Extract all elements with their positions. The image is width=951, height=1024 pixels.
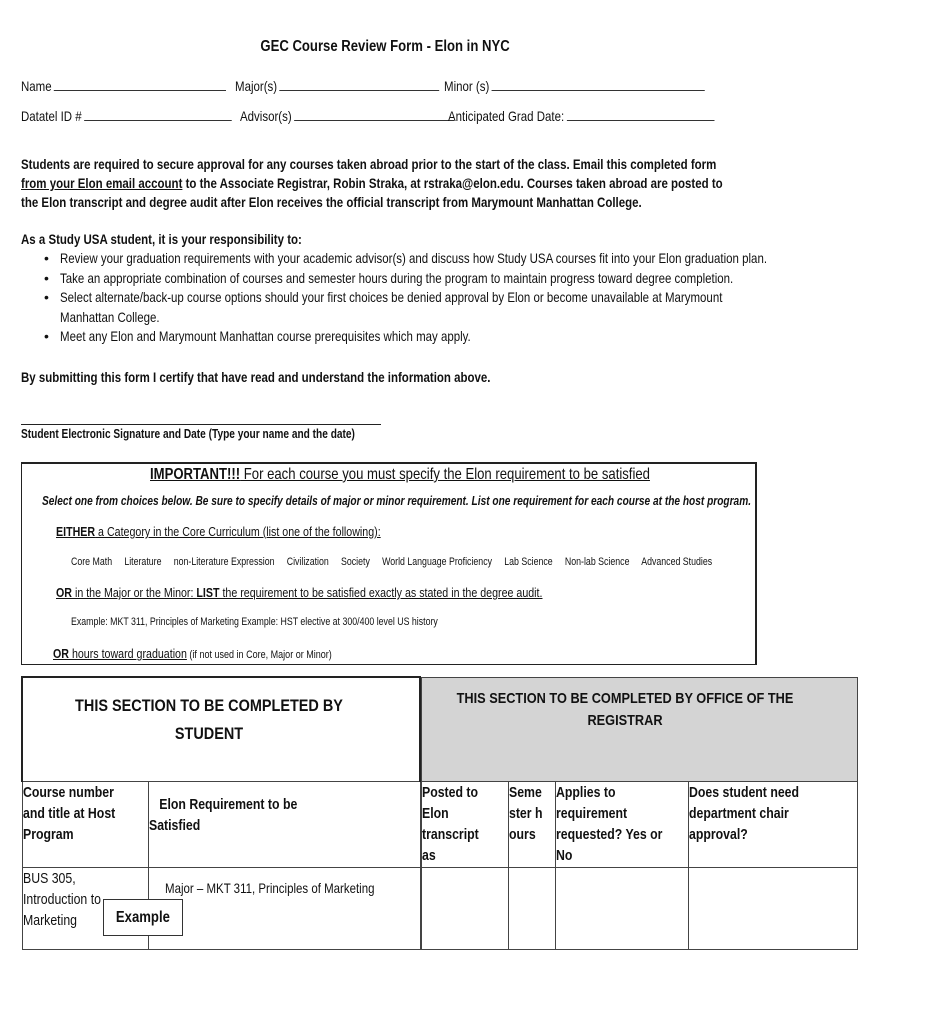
applies-cell[interactable] <box>556 867 689 949</box>
list-item: • Review your graduation requirements with your academic advisor(s) and discuss how Study USA courses fit into your Elon graduation plan. <box>44 249 922 269</box>
majors-field[interactable]: Major(s) <box>235 78 484 94</box>
or-major-minor-line: OR in the Major or the Minor: LIST the requirement to be satisfied exactly as stated in the degree audit. <box>56 585 543 600</box>
advisors-field[interactable]: Advisor(s) <box>240 108 501 124</box>
responsibility-heading: As a Study USA student, it is your responsibility to: <box>21 231 302 247</box>
email-link[interactable]: from your Elon email account <box>21 175 183 191</box>
minors-field[interactable]: Minor (s) <box>444 78 762 94</box>
category: Civilization <box>286 556 329 568</box>
category: Society <box>341 556 370 568</box>
core-categories <box>71 556 872 568</box>
certify-statement: By submitting this form I certify that have read and understand the information above. <box>21 369 491 385</box>
list-item-continuation: Manhattan College. <box>60 308 160 325</box>
either-line: EITHER a Category in the Core Curriculum (list one of the following): <box>56 524 381 539</box>
column-header-posted: Posted to Elon transcript as <box>422 781 509 867</box>
category: Non-lab Science <box>564 556 630 568</box>
column-header-course: Course number and title at Host Program <box>22 781 148 867</box>
responsibility-list <box>44 249 922 347</box>
signature-label: Student Electronic Signature and Date (Type your name and the date) <box>21 426 355 441</box>
column-header-requirement: Elon Requirement to be Satisfied <box>148 781 420 867</box>
list-item: • Take an appropriate combination of courses and semester hours during the program to maintain progress toward degree completion. <box>44 269 922 289</box>
datatel-id-field[interactable]: Datatel ID # <box>21 108 278 124</box>
chair-approval-cell[interactable] <box>689 867 858 949</box>
column-header-chair-approval: Does student need department chair approval? <box>689 781 858 867</box>
student-section-header: THIS SECTION TO BE COMPLETED BY STUDENT <box>22 677 420 781</box>
intro-paragraph: Students are required to secure approval for any courses taken abroad prior to the start of the class. Email this completed form from your Elon email account to the Associate Registrar, Robin Straka, at rstraka@elon.edu. Courses taken abroad are posted to the Elon transcript and degree audit after Elon receives the official transcript from Marymount Manhattan College. <box>21 156 723 210</box>
hours-cell[interactable] <box>509 867 556 949</box>
registrar-section-header: THIS SECTION TO BE COMPLETED BY OFFICE OF THE REGISTRAR <box>422 677 858 781</box>
example-requirement-cell[interactable]: Major – MKT 311, Principles of Marketing <box>148 867 420 949</box>
category: non-Literature Expression <box>173 556 275 568</box>
category: Literature <box>124 556 162 568</box>
signature-line[interactable] <box>21 424 381 425</box>
grad-date-field[interactable]: Anticipated Grad Date: <box>448 108 773 124</box>
column-header-applies: Applies to requirement requested? Yes or No <box>556 781 689 867</box>
important-instruction: Select one from choices below. Be sure to specify details of major or minor requirement. List one requirement for each course at the host program. <box>42 493 752 508</box>
category: Core Math <box>71 556 113 568</box>
example-badge: Example <box>103 899 183 936</box>
page-title: GEC Course Review Form - Elon in NYC <box>260 38 510 55</box>
column-header-hours: Semester hours <box>509 781 556 867</box>
list-item: • Meet any Elon and Marymount Manhattan course prerequisites which may apply. <box>44 327 922 347</box>
posted-cell[interactable] <box>422 867 509 949</box>
category: World Language Proficiency <box>382 556 493 568</box>
or-hours-line: OR hours toward graduation (if not used in Core, Major or Minor) <box>53 646 332 661</box>
examples-line: Example: MKT 311, Principles of Marketing Example: HST elective at 300/400 level US history <box>71 616 438 628</box>
list-item: • Select alternate/back-up course options should your first choices be denied approval by Elon or become unavailable at Marymount <box>44 288 922 308</box>
category: Lab Science <box>504 556 553 568</box>
category: Advanced Studies <box>641 556 713 568</box>
name-field[interactable]: Name <box>21 78 271 94</box>
important-heading: IMPORTANT!!! For each course you must specify the Elon requirement to be satisfied <box>150 466 650 483</box>
example-course-cell[interactable]: BUS 305, Introduction to Marketing <box>22 867 148 949</box>
